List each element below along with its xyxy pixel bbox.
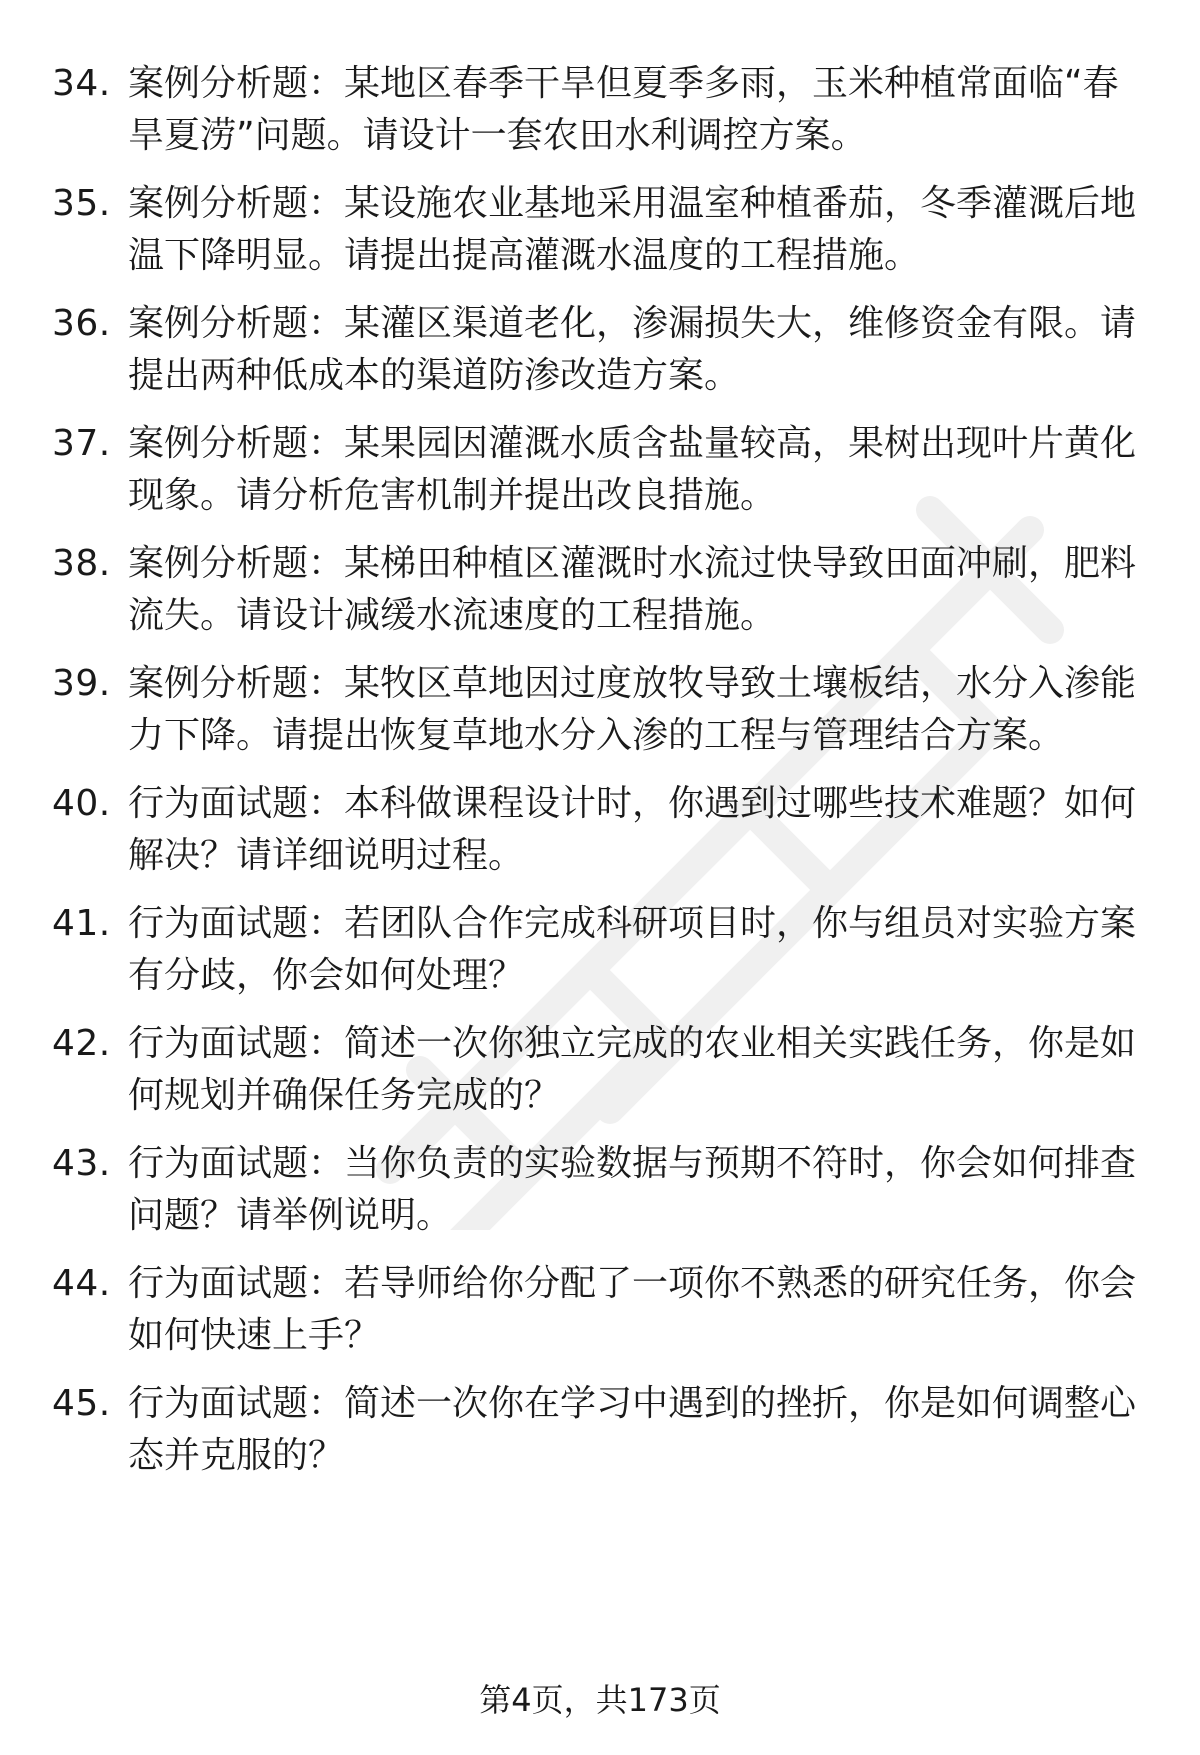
question-line: 流失。请设计减缓水流速度的工程措施。 (128, 595, 777, 636)
question-line: 案例分析题：某果园因灌溉水质含盐量较高，果树出现叶片黄化 (128, 423, 1137, 464)
question-text (128, 298, 1138, 402)
question-item-36 (0, 298, 1200, 408)
page-number-label: 第4页，共173页 (479, 1681, 721, 1719)
question-number: 36. (52, 303, 111, 344)
question-item-38 (0, 538, 1200, 648)
question-line: 行为面试题：若导师给你分配了一项你不熟悉的研究任务，你会 (128, 1263, 1137, 1304)
question-text (128, 778, 1138, 882)
question-item-39 (0, 658, 1200, 768)
question-text (128, 418, 1138, 522)
question-number: 39. (52, 663, 111, 704)
question-line: 行为面试题：当你负责的实验数据与预期不符时，你会如何排查 (128, 1143, 1137, 1184)
question-item-44 (0, 1258, 1200, 1368)
question-line: 旱夏涝”问题。请设计一套农田水利调控方案。 (128, 115, 867, 156)
question-item-43 (0, 1138, 1200, 1248)
question-line: 提出两种低成本的渠道防渗改造方案。 (128, 355, 741, 396)
question-line: 案例分析题：某牧区草地因过度放牧导致土壤板结，水分入渗能 (128, 663, 1137, 704)
question-text (128, 538, 1138, 642)
question-text (128, 178, 1138, 282)
question-number: 34. (52, 63, 111, 104)
question-line: 行为面试题：简述一次你在学习中遇到的挫折，你是如何调整心 (128, 1383, 1137, 1424)
page-footer (0, 1678, 1200, 1722)
question-line: 案例分析题：某设施农业基地采用温室种植番茄，冬季灌溉后地 (128, 183, 1137, 224)
question-text (128, 1378, 1138, 1482)
question-item-34 (0, 58, 1200, 168)
question-number: 38. (52, 543, 111, 584)
question-number: 42. (52, 1023, 111, 1064)
question-line: 力下降。请提出恢复草地水分入渗的工程与管理结合方案。 (128, 715, 1065, 756)
question-number: 40. (52, 783, 111, 824)
question-line: 现象。请分析危害机制并提出改良措施。 (128, 475, 777, 516)
question-line: 行为面试题：简述一次你独立完成的农业相关实践任务，你是如 (128, 1023, 1137, 1064)
question-number: 41. (52, 903, 111, 944)
question-line: 案例分析题：某梯田种植区灌溉时水流过快导致田面冲刷，肥料 (128, 543, 1137, 584)
question-number: 35. (52, 183, 111, 224)
question-text (128, 58, 1138, 162)
question-line: 温下降明显。请提出提高灌溉水温度的工程措施。 (128, 235, 921, 276)
question-line: 如何快速上手？ (128, 1315, 381, 1356)
question-line: 有分歧，你会如何处理？ (128, 955, 525, 996)
question-number: 43. (52, 1143, 111, 1184)
question-item-40 (0, 778, 1200, 888)
question-text (128, 1258, 1138, 1362)
question-item-42 (0, 1018, 1200, 1128)
question-text (128, 1138, 1138, 1242)
question-item-35 (0, 178, 1200, 288)
question-number: 44. (52, 1263, 111, 1304)
question-text (128, 658, 1138, 762)
question-line: 案例分析题：某地区春季干旱但夏季多雨，玉米种植常面临“春 (128, 63, 1119, 104)
question-item-41 (0, 898, 1200, 1008)
question-line: 何规划并确保任务完成的？ (128, 1075, 561, 1116)
question-line: 解决？请详细说明过程。 (128, 835, 525, 876)
question-number: 45. (52, 1383, 111, 1424)
question-item-37 (0, 418, 1200, 528)
question-text (128, 898, 1138, 1002)
question-item-45 (0, 1378, 1200, 1488)
question-line: 案例分析题：某灌区渠道老化，渗漏损失大，维修资金有限。请 (128, 303, 1137, 344)
question-text (128, 1018, 1138, 1122)
question-number: 37. (52, 423, 111, 464)
question-line: 态并克服的？ (128, 1435, 345, 1476)
question-line: 行为面试题：本科做课程设计时，你遇到过哪些技术难题？如何 (128, 783, 1137, 824)
question-line: 行为面试题：若团队合作完成科研项目时，你与组员对实验方案 (128, 903, 1137, 944)
question-line: 问题？请举例说明。 (128, 1195, 453, 1236)
